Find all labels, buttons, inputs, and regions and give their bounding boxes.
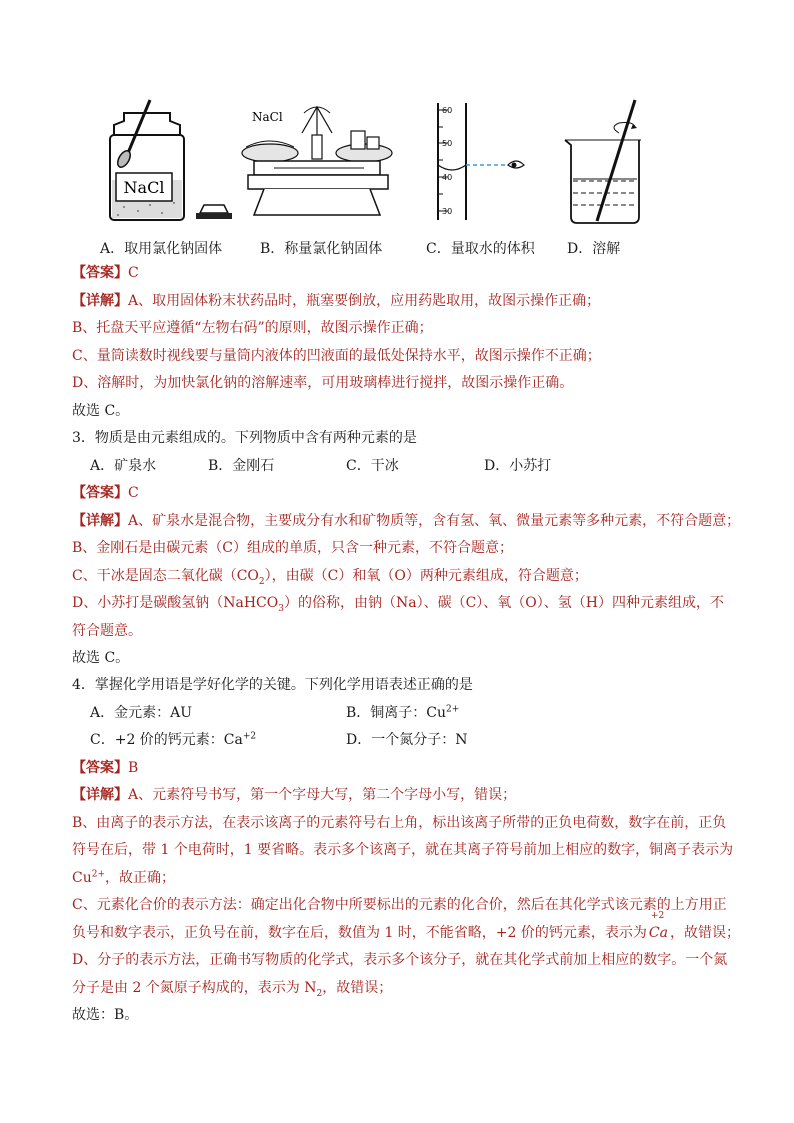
q3-block [72,425,764,673]
q3-options [72,453,764,481]
q4-option-a: A．金元素：AU [90,704,193,721]
q4-stem: 4．掌握化学用语是学好化学的关键。下列化学用语表述正确的是 [72,677,473,693]
q4-option-c [90,727,346,755]
detail-text: A、取用固体粉末状药品时，瓶塞要倒放，应用药匙取用，故图示操作正确； [128,292,601,309]
answer-tag: 【答案】 [72,485,128,501]
detail-text: A、元素符号书写，第一个字母大写，第二个字母小写，错误； [128,787,517,803]
subscript: 2 [316,988,323,999]
q4-option-b [346,700,459,728]
element-symbol: Ca [648,924,668,941]
detail-text: 分子是由 2 个氮原子构成的，表示为 N [72,979,317,996]
q3-detail-line [72,590,764,618]
q4-answer [72,755,764,783]
answer-value: C [128,485,139,501]
q3-option-d: D．小苏打 [484,457,552,474]
subscript: 2 [258,576,265,587]
q4-option-d: D．一个氮分子：N [346,732,468,748]
figure-captions [70,238,750,258]
q2-detail-line: D、溶解时，为加快氯化钠的溶解速率，可用玻璃棒进行搅拌，故图示操作正确。 [72,375,574,391]
figure-a-label: NaCl [123,178,165,197]
answer-tag: 【答案】 [72,265,128,281]
q3-detail-line [72,508,764,536]
q3-detail-line: B、金刚石是由碳元素（C）组成的单质，只含一种元素，不符合题意； [72,540,513,556]
detail-text: C、干冰是固态二氧化碳（CO [72,567,259,584]
q2-detail-line: C、量筒读数时视线要与量筒内液体的凹液面的最低处保持水平，故图示操作不正确； [72,347,601,364]
caption-c: C．量取水的体积 [426,241,535,257]
superscript: 2+ [91,868,106,879]
valence-symbol: +2 Ca [648,910,668,941]
answer-value: B [128,759,139,776]
superscript: +2 [242,731,257,742]
q4-conclusion: 故选：B。 [72,1007,139,1023]
option-text: B．铜离子：Cu [346,704,447,721]
q4-detail-line: C、元素化合价的表示方法：确定出化合物中所要标出的元素的化合价，然后在其化学式该元素的上方用正 [72,897,727,913]
q3-option-b: B．金刚石 [208,457,275,474]
cylinder-tick-50: 50 [442,139,453,148]
detail-text: ，故错误； [669,924,740,941]
detail-text: ，故正确； [105,869,176,886]
caption-b: B．称量氯化钠固体 [260,241,383,257]
q2-answer [72,260,764,288]
q4-options-row2 [72,727,764,755]
q3-conclusion: 故选 C。 [72,650,130,666]
q3-detail-line: 符合题意。 [72,622,142,639]
q4-detail-line [72,782,764,810]
answer-value: C [128,265,139,281]
q4-detail-line: B、由离子的表示方法，在表示该离子的元素符号右上角，标出该离子所带的正负电荷数，数字在前，正负 [72,814,727,831]
q3-option-c: C．干冰 [346,457,399,474]
q4-detail-line: 符号在后，带 1 个电荷时，1 要省略。表示多个该离子，就在其离子符号前加上相应的数字，铜离子表示为 [72,842,734,858]
figure-b-label: NaCl [252,110,283,124]
detail-text: D、小苏打是碳酸氢钠（NaHCO [72,595,279,611]
q2-detail-line: B、托盘天平应遵循“左物右码”的原则，故图示操作正确； [72,320,433,336]
caption-d: D．溶解 [567,241,621,257]
cylinder-tick-40: 40 [442,173,453,182]
caption-a: A．取用氯化钠固体 [100,241,223,257]
cylinder-tick-30: 30 [442,207,453,216]
q3-detail-line [72,563,764,591]
q3-stem: 3．物质是由元素组成的。下列物质中含有两种元素的是 [72,430,417,446]
q4-detail-line: D、分子的表示方法，正确书写物质的化学式，表示多个该分子，就在其化学式前加上相应的数字。一个氮 [72,952,728,968]
detail-text: 负号和数字表示，正负号在前，数字在后，数值为 1 时，不能省略，+2 价的钙元素，表示为 [72,924,647,941]
detail-tag: 【详解】 [72,512,128,529]
q3-option-a: A．矿泉水 [90,457,157,474]
detail-text: ，故错误； [322,979,393,996]
figure-b-balance [234,95,404,230]
q4-detail-line [72,975,764,1003]
detail-tag: 【详解】 [72,787,128,803]
q2-conclusion: 故选 C。 [72,402,130,419]
detail-text: Cu [72,869,92,886]
superscript: 2+ [446,703,460,714]
q4-block [72,672,764,1030]
figure-a-jar [100,95,240,230]
q4-options-row1 [72,700,764,728]
detail-tag: 【详解】 [72,292,128,309]
q4-detail-line [72,865,764,893]
detail-text: A、矿泉水是混合物，主要成分有水和矿物质等，含有氢、氧、微量元素等多种元素，不符合题意； [128,512,741,529]
figure-c-cylinder [428,95,538,230]
q4-detail-line [72,910,764,948]
q2-block [72,260,764,425]
q3-answer [72,480,764,508]
cylinder-tick-60: 60 [442,106,453,115]
figure-d-beaker [555,95,665,230]
answer-tag: 【答案】 [72,759,128,776]
option-text: C．+2 价的钙元素：Ca [90,732,243,748]
detail-text: ），由碳（C）和氧（O）两种元素组成，符合题意； [264,567,588,584]
q2-detail-line [72,288,764,316]
detail-text: ）的俗称，由钠（Na）、碳（C）、氧（O）、氢（H）四种元素组成，不 [283,595,724,611]
subscript: 3 [278,603,284,614]
experiment-figures [70,95,750,230]
